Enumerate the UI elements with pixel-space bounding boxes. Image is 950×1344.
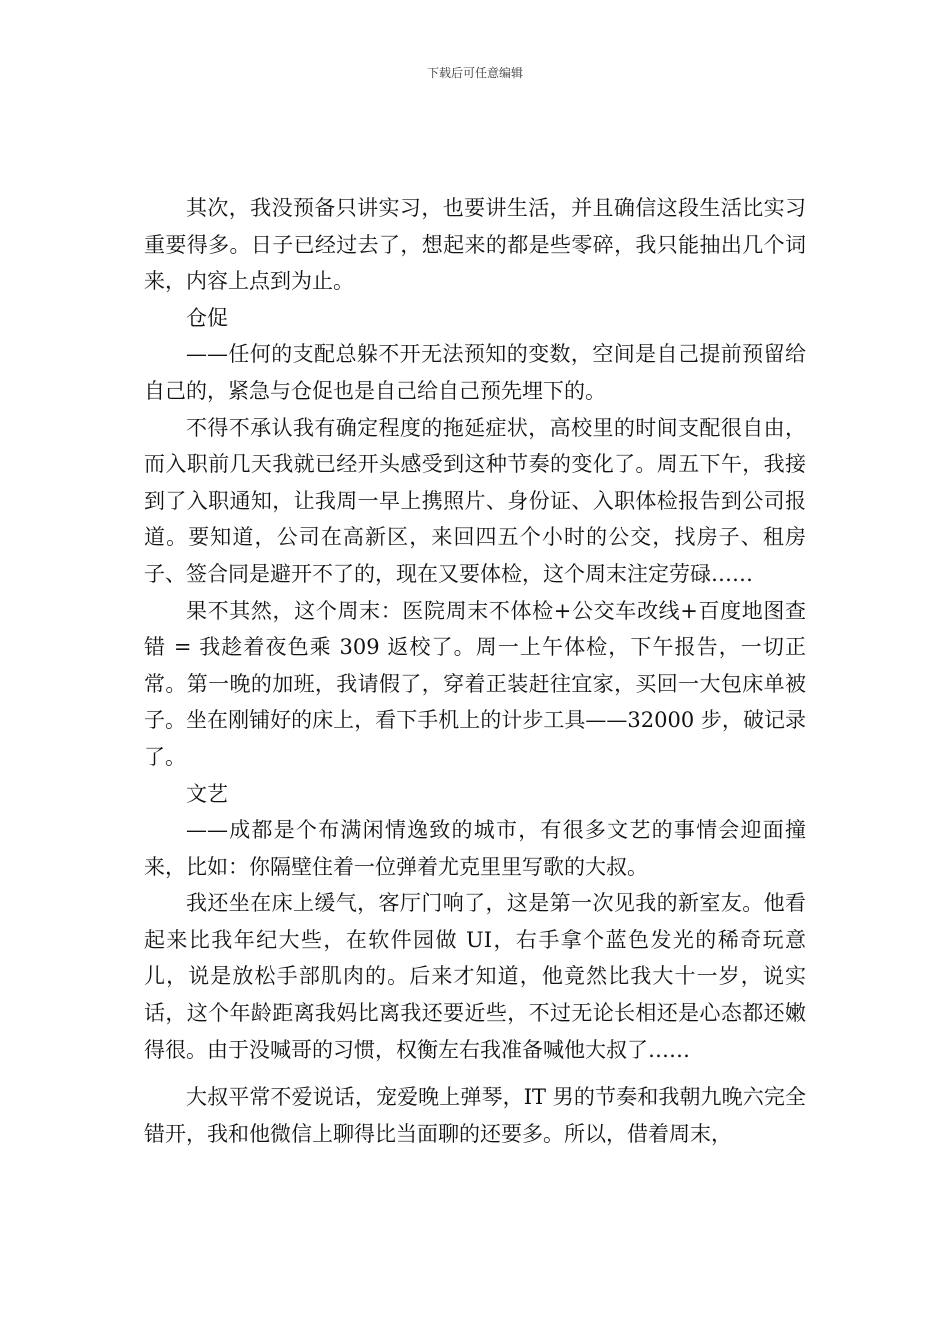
paragraph-weekend: 果不其然，这个周末：医院周末不体检+公交车改线+百度地图查错 = 我趁着夜色乘 309 返校了。周一上午体检，下午报告，一切正常。第一晚的加班，我请假了，穿着正装赶往宜家，买回一大包床单被子。坐在刚铺好的床上，看下手机上的计步工具——32000 步，破记录了。 bbox=[144, 598, 806, 769]
paragraph-procrastination: 不得不承认我有确定程度的拖延症状，高校里的时间支配很自由，而入职前几天我就已经开头感受到这种节奏的变化了。周五下午，我接到了入职通知，让我周一早上携照片、身份证、入职体检报告到公司报道。要知道，公司在高新区，来回四五个小时的公交，找房子、租房子、签合同是避开不了的，现在又要体检，这个周末注定劳碌…… bbox=[144, 415, 806, 586]
paragraph-intro: 其次，我没预备只讲实习，也要讲生活，并且确信这段生活比实习重要得多。日子已经过去了，想起来的都是些零碎，我只能抽出几个词来，内容上点到为止。 bbox=[144, 196, 806, 294]
page-header-note: 下载后可任意编辑 bbox=[426, 66, 523, 80]
paragraph-uncle: 大叔平常不爱说话，宠爱晚上弹琴，IT 男的节奏和我朝九晚六完全错开，我和他微信上聊得比当面聊的还要多。所以，借着周末， bbox=[144, 1085, 806, 1146]
section-heading-cangcu: 仓促 bbox=[186, 305, 228, 330]
section-heading-wenyi: 文艺 bbox=[186, 781, 228, 806]
paragraph-cangcu-lead: ——任何的支配总躲不开无法预知的变数，空间是自己提前预留给自己的，紧急与仓促也是自己给自己预先埋下的。 bbox=[144, 342, 806, 403]
paragraph-wenyi-lead: ——成都是个布满闲情逸致的城市，有很多文艺的事情会迎面撞来，比如：你隔壁住着一位弹着尤克里里写歌的大叔。 bbox=[144, 818, 806, 879]
paragraph-roommate: 我还坐在床上缓气，客厅门响了，这是第一次见我的新室友。他看起来比我年纪大些，在软件园做 UI，右手拿个蓝色发光的稀奇玩意儿，说是放松手部肌肉的。后来才知道，他竟然比我大十一岁，说实话，这个年龄距离我妈比离我还要近些，不过无论长相还是心态都还嫩得很。由于没喊哥的习惯，权衡左右我准备喊他大叔了…… bbox=[144, 891, 806, 1062]
document-body bbox=[144, 190, 806, 1152]
